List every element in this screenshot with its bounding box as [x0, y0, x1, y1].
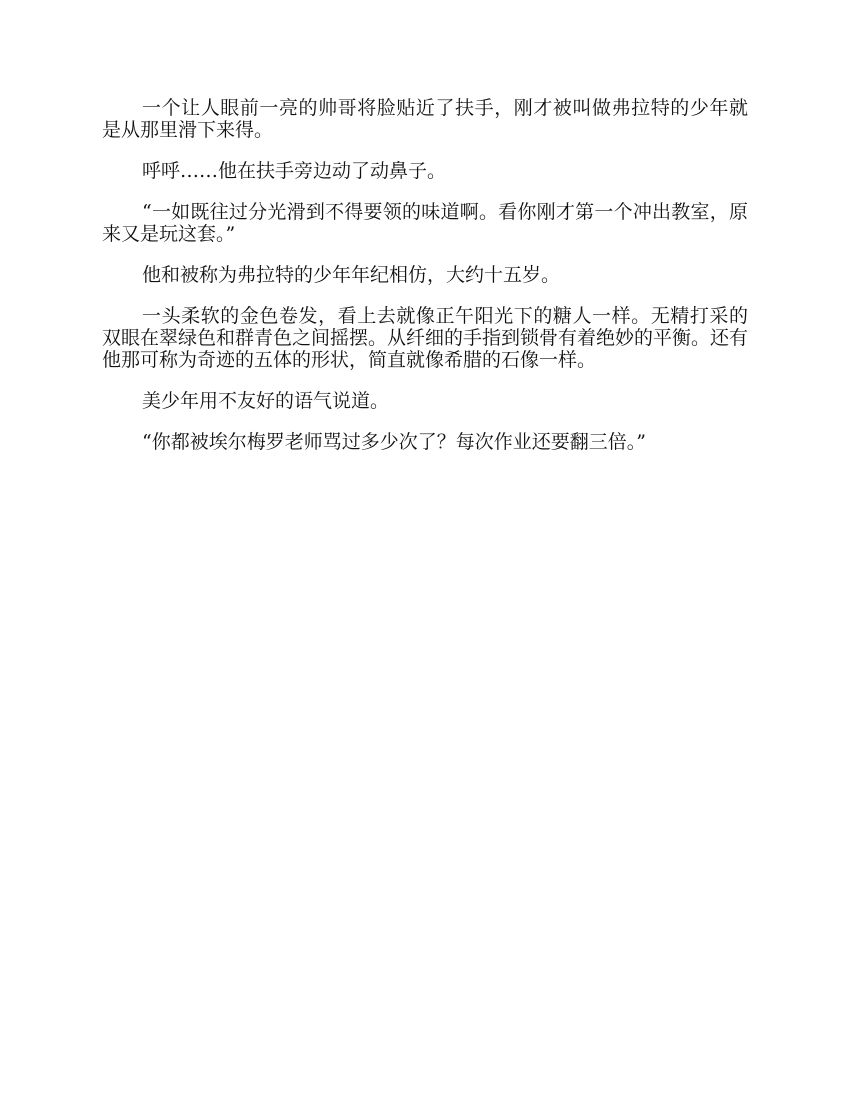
paragraph: 美少年用不友好的语气说道。	[142, 390, 390, 412]
document-page	[102, 97, 748, 472]
paragraph: 一头柔软的金色卷发，看上去就像正午阳光下的糖人一样。无精打采的双眼在翠绿色和群青色之间摇摆。从纤细的手指到锁骨有着绝妙的平衡。还有他那可称为奇迹的五体的形状，简直就像希腊的石像一样。	[102, 305, 749, 371]
paragraph: “你都被埃尔梅罗老师骂过多少次了？每次作业还要翻三倍。”	[142, 431, 646, 453]
paragraph: 呼呼……他在扶手旁边动了动鼻子。	[142, 160, 447, 182]
paragraph: “一如既往过分光滑到不得要领的味道啊。看你刚才第一个冲出教室，原来又是玩这套。”	[102, 201, 748, 245]
paragraph: 他和被称为弗拉特的少年年纪相仿，大约十五岁。	[142, 264, 561, 286]
paragraph: 一个让人眼前一亮的帅哥将脸贴近了扶手，刚才被叫做弗拉特的少年就是从那里滑下来得。	[102, 97, 748, 141]
